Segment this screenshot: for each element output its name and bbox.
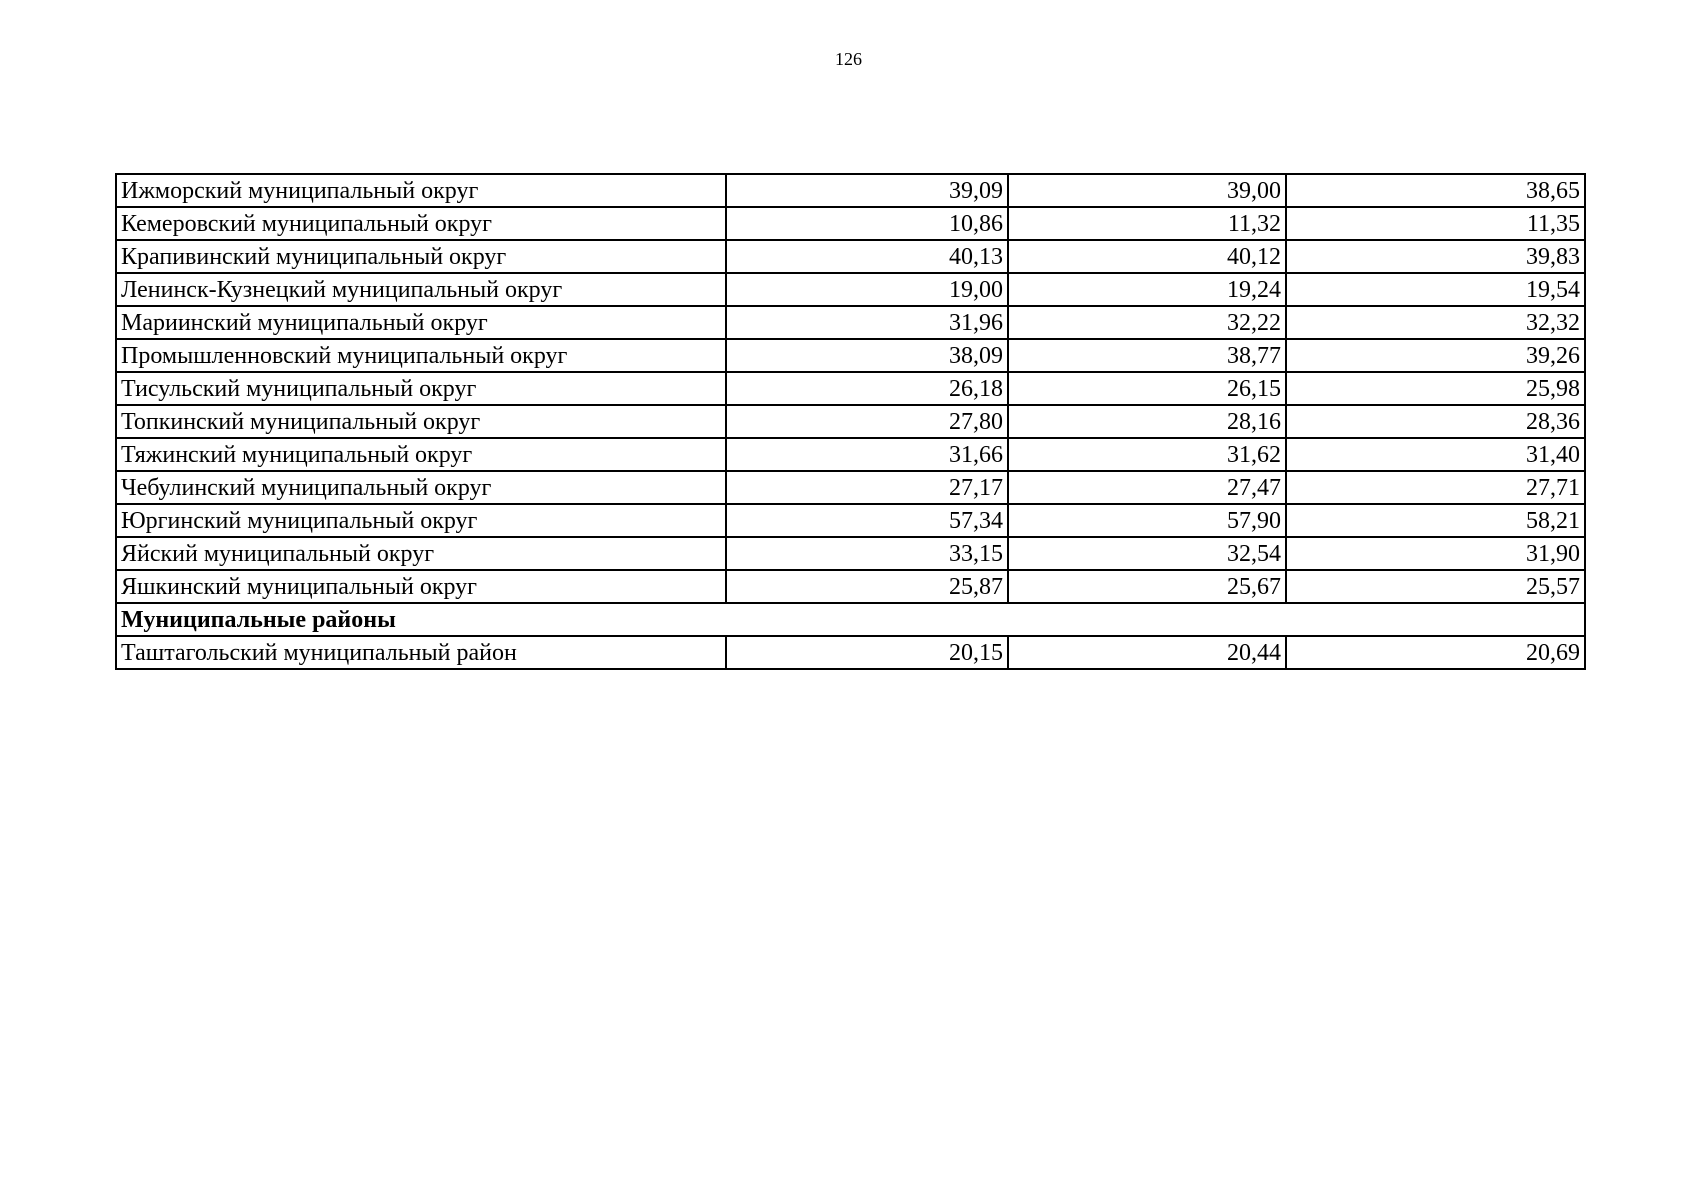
row-value-1: 57,34 <box>726 504 1008 537</box>
table-row <box>116 438 1585 471</box>
row-value-3: 19,54 <box>1286 273 1585 306</box>
row-value-2: 28,16 <box>1008 405 1286 438</box>
row-value-2: 38,77 <box>1008 339 1286 372</box>
row-value-1: 31,66 <box>726 438 1008 471</box>
row-value-2: 19,24 <box>1008 273 1286 306</box>
row-value-1: 39,09 <box>726 174 1008 207</box>
row-name: Чебулинский муниципальный округ <box>116 471 726 504</box>
row-name: Ленинск-Кузнецкий муниципальный округ <box>116 273 726 306</box>
table-row <box>116 471 1585 504</box>
row-value-2: 20,44 <box>1008 636 1286 669</box>
row-value-3: 32,32 <box>1286 306 1585 339</box>
row-value-1: 31,96 <box>726 306 1008 339</box>
row-value-1: 10,86 <box>726 207 1008 240</box>
table-row <box>116 405 1585 438</box>
row-value-1: 40,13 <box>726 240 1008 273</box>
row-value-2: 31,62 <box>1008 438 1286 471</box>
page-number: 126 <box>835 49 862 69</box>
row-value-3: 27,71 <box>1286 471 1585 504</box>
row-value-2: 26,15 <box>1008 372 1286 405</box>
row-name: Яшкинский муниципальный округ <box>116 570 726 603</box>
row-value-2: 25,67 <box>1008 570 1286 603</box>
table-row <box>116 636 1585 669</box>
table-row <box>116 537 1585 570</box>
row-value-3: 25,98 <box>1286 372 1585 405</box>
row-value-1: 26,18 <box>726 372 1008 405</box>
row-name: Ижморский муниципальный округ <box>116 174 726 207</box>
row-value-3: 58,21 <box>1286 504 1585 537</box>
table-row <box>116 306 1585 339</box>
row-name: Крапивинский муниципальный округ <box>116 240 726 273</box>
row-value-2: 11,32 <box>1008 207 1286 240</box>
table-row <box>116 174 1585 207</box>
row-value-3: 39,26 <box>1286 339 1585 372</box>
row-name: Таштагольский муниципальный район <box>116 636 726 669</box>
row-value-2: 27,47 <box>1008 471 1286 504</box>
row-value-1: 33,15 <box>726 537 1008 570</box>
row-name: Юргинский муниципальный округ <box>116 504 726 537</box>
row-value-1: 27,80 <box>726 405 1008 438</box>
row-name: Промышленновский муниципальный округ <box>116 339 726 372</box>
data-table <box>115 173 1586 670</box>
table-row <box>116 339 1585 372</box>
row-value-3: 20,69 <box>1286 636 1585 669</box>
row-value-3: 28,36 <box>1286 405 1585 438</box>
table-row <box>116 570 1585 603</box>
row-value-1: 27,17 <box>726 471 1008 504</box>
table-row <box>116 240 1585 273</box>
row-value-2: 39,00 <box>1008 174 1286 207</box>
table-row <box>116 207 1585 240</box>
row-value-3: 31,40 <box>1286 438 1585 471</box>
row-value-3: 39,83 <box>1286 240 1585 273</box>
section-title: Муниципальные районы <box>116 603 1585 636</box>
row-value-1: 20,15 <box>726 636 1008 669</box>
row-name: Тисульский муниципальный округ <box>116 372 726 405</box>
row-name: Топкинский муниципальный округ <box>116 405 726 438</box>
row-value-3: 11,35 <box>1286 207 1585 240</box>
row-name: Кемеровский муниципальный округ <box>116 207 726 240</box>
row-name: Мариинский муниципальный округ <box>116 306 726 339</box>
row-name: Яйский муниципальный округ <box>116 537 726 570</box>
row-value-3: 25,57 <box>1286 570 1585 603</box>
table-row <box>116 372 1585 405</box>
row-value-3: 31,90 <box>1286 537 1585 570</box>
row-value-1: 25,87 <box>726 570 1008 603</box>
row-name: Тяжинский муниципальный округ <box>116 438 726 471</box>
row-value-2: 32,22 <box>1008 306 1286 339</box>
section-header-row <box>116 603 1585 636</box>
row-value-2: 40,12 <box>1008 240 1286 273</box>
table-row <box>116 273 1585 306</box>
row-value-1: 19,00 <box>726 273 1008 306</box>
row-value-2: 57,90 <box>1008 504 1286 537</box>
table-row <box>116 504 1585 537</box>
row-value-2: 32,54 <box>1008 537 1286 570</box>
row-value-1: 38,09 <box>726 339 1008 372</box>
row-value-3: 38,65 <box>1286 174 1585 207</box>
